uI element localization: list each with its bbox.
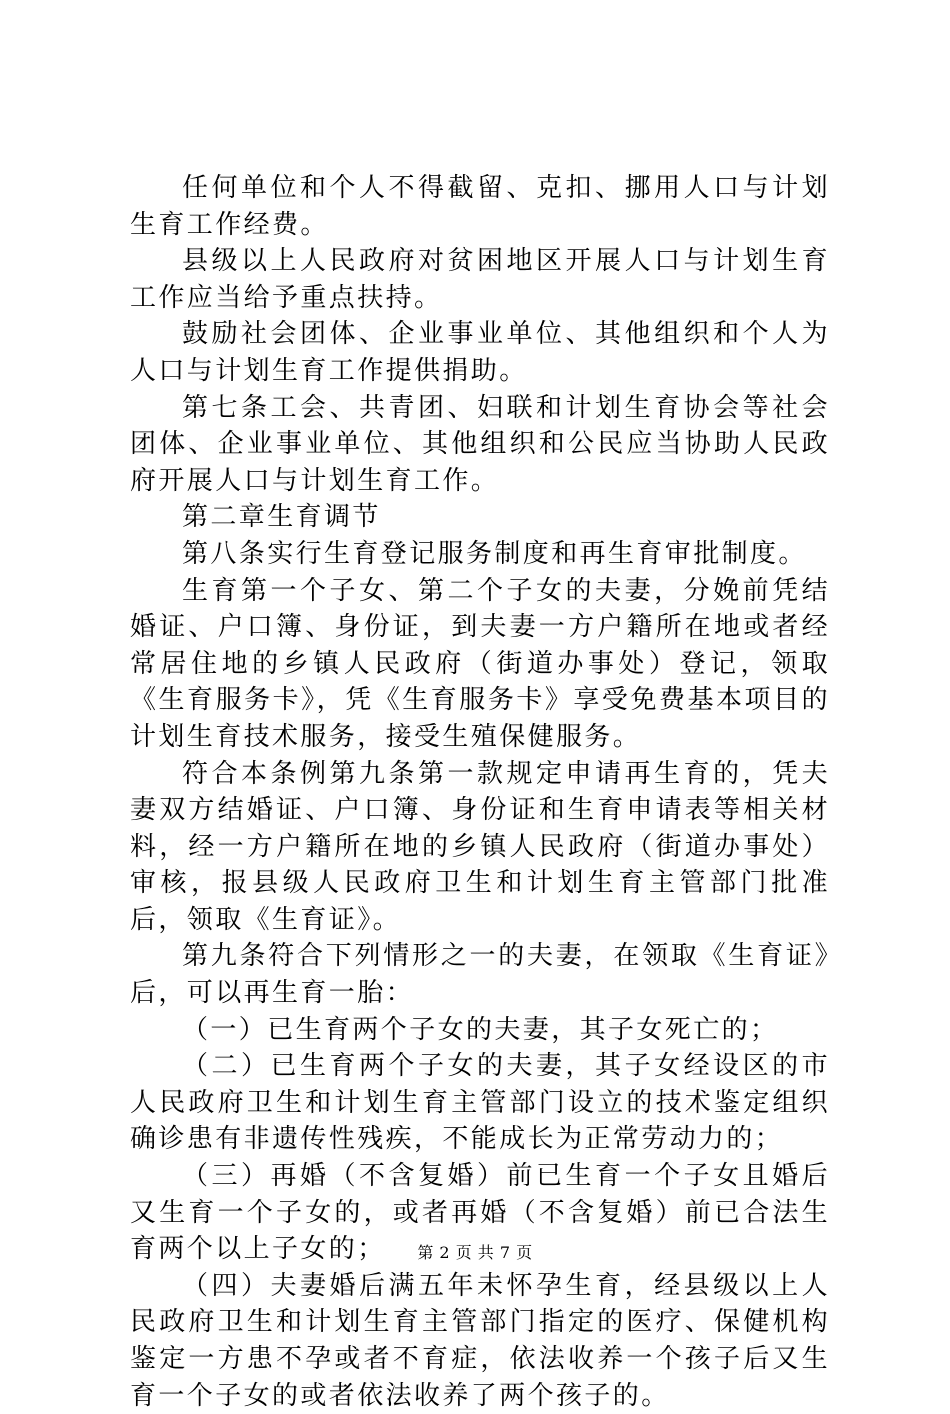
list-item-2: （二）已生育两个子女的夫妻，其子女经设区的市人民政府卫生和计划生育主管部门设立的技术鉴定组织确诊患有非遗传性残疾，不能成长为正常劳动力的； <box>130 1051 830 1155</box>
paragraph-birth-registration: 生育第一个子女、第二个子女的夫妻，分娩前凭结婚证、户口簿、身份证，到夫妻一方户籍所在地或者经常居住地的乡镇人民政府（街道办事处）登记，领取《生育服务卡》，凭《生育服务卡》享受免费基本项目的计划生育技术服务，接受生殖保健服务。 <box>130 575 830 752</box>
list-item-1: （一）已生育两个子女的夫妻，其子女死亡的； <box>182 1014 779 1045</box>
chapter-heading: 第二章生育调节 <box>182 502 381 533</box>
paragraph-article-8: 第八条实行生育登记服务制度和再生育审批制度。 <box>182 538 807 569</box>
page-number-footer: 第 2 页 共 7 页 <box>417 1243 533 1262</box>
paragraph-article-9: 第九条符合下列情形之一的夫妻，在领取《生育证》后，可以再生育一胎： <box>130 941 830 1009</box>
paragraph-donations: 鼓励社会团体、企业事业单位、其他组织和个人为人口与计划生育工作提供捐助。 <box>130 319 830 386</box>
list-item-4: （四）夫妻婚后满五年未怀孕生育，经县级以上人民政府卫生和计划生育主管部门指定的医疗、保健机构鉴定一方患不孕或者不育症，依法收养一个孩子后又生育一个子女的或者依法收养了两个孩子的。 <box>130 1270 830 1411</box>
list-item-3: （三）再婚（不含复婚）前已生育一个子女且婚后又生育一个子女的，或者再婚（不含复婚）前已合法生育两个以上子女的； <box>130 1161 830 1265</box>
paragraph-article-7: 第七条工会、共青团、妇联和计划生育协会等社会团体、企业事业单位、其他组织和公民应当协助人民政府开展人口与计划生育工作。 <box>130 392 830 496</box>
paragraph-rebirth-application: 符合本条例第九条第一款规定申请再生育的，凭夫妻双方结婚证、户口簿、身份证和生育申请表等相关材料，经一方户籍所在地的乡镇人民政府（街道办事处）审核，报县级人民政府卫生和计划生育主管部门批准后，领取《生育证》。 <box>130 758 830 935</box>
document-body <box>130 170 830 1414</box>
paragraph-funding-misuse: 任何单位和个人不得截留、克扣、挪用人口与计划生育工作经费。 <box>130 173 830 240</box>
paragraph-poverty-support: 县级以上人民政府对贫困地区开展人口与计划生育工作应当给予重点扶持。 <box>130 246 830 313</box>
